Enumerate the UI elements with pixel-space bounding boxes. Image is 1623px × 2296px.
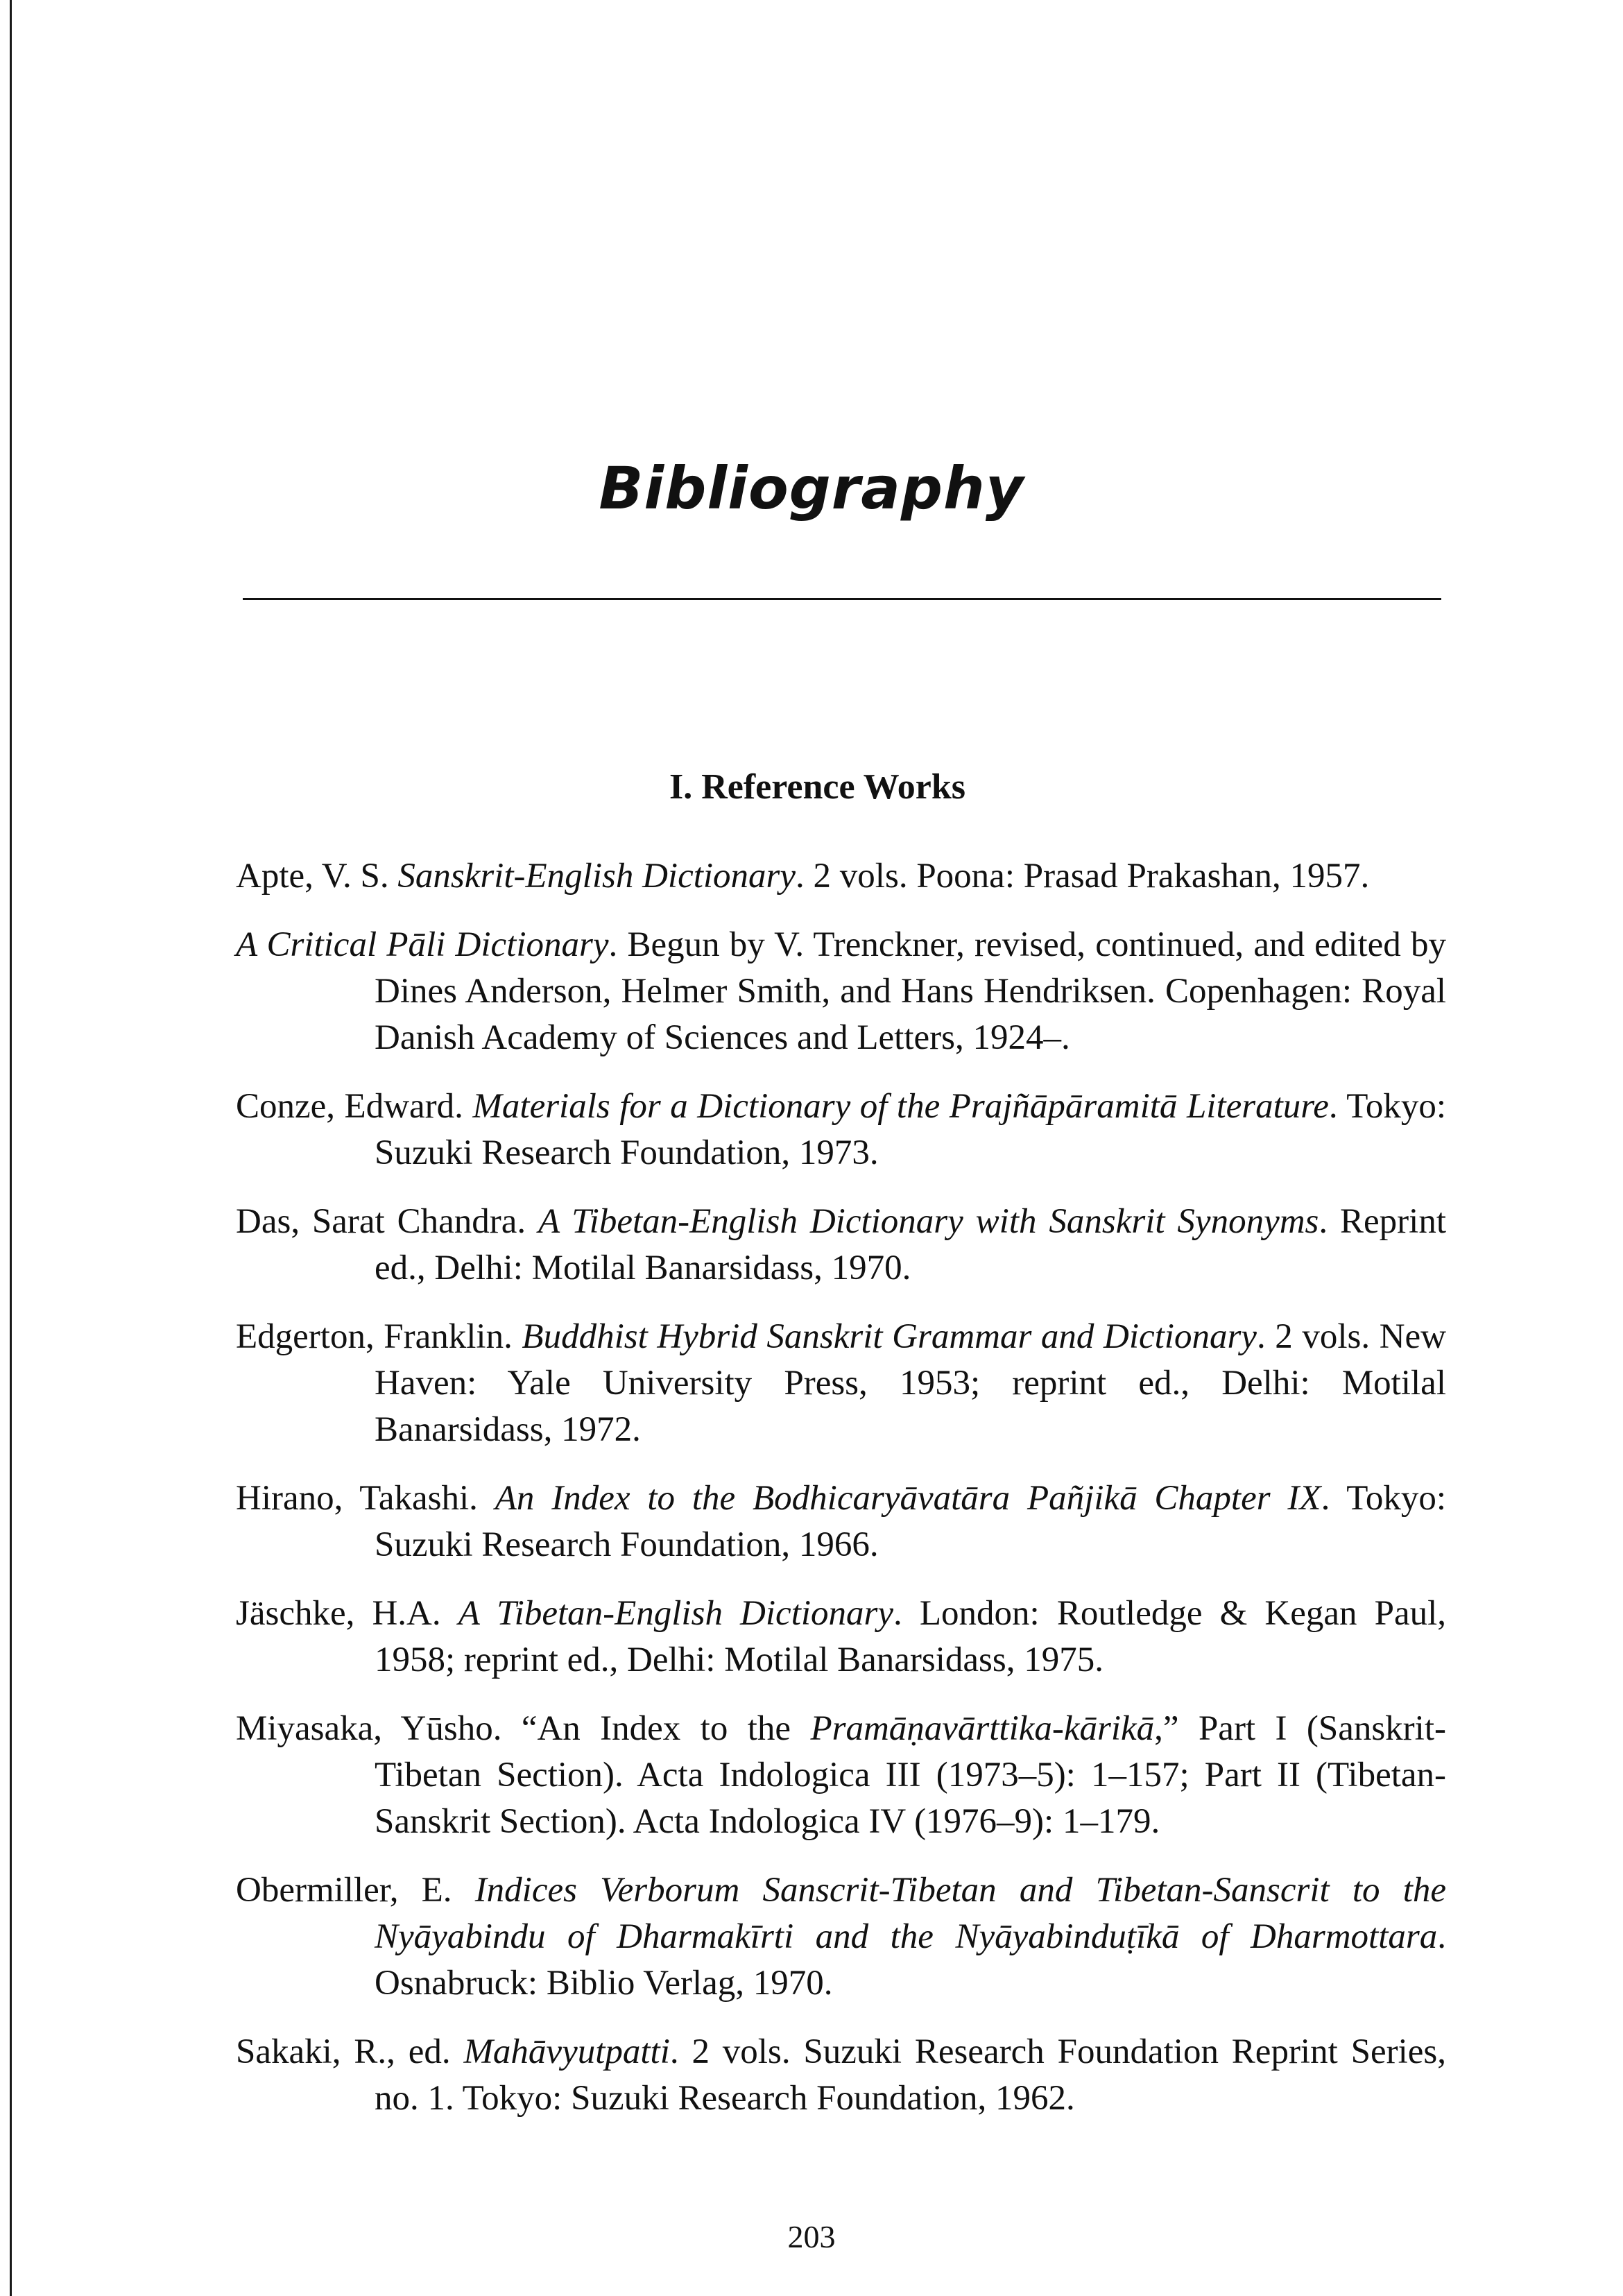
bibliography-entry: [236, 1475, 1446, 1568]
entry-details: . 2 vols. Suzuki Research Foundation Reprint Series, no. 1. Tokyo: Suzuki Research Foundation, 1962.: [375, 2032, 1446, 2118]
entry-details: . Tokyo: Suzuki Research Foundation, 1966.: [375, 1479, 1446, 1564]
entry-author: Jäschke, H.A.: [236, 1594, 458, 1633]
entry-author: Edgerton, Franklin.: [236, 1317, 522, 1356]
entry-title: Sanskrit-English Dictionary: [397, 857, 796, 896]
bibliography-entry: [236, 1314, 1446, 1453]
scan-binding-edge: [10, 0, 12, 2296]
entry-author: Miyasaka, Yūsho. “An Index to the: [236, 1709, 811, 1748]
bibliography-entry: [236, 1706, 1446, 1845]
bibliography-entry: [236, 1199, 1446, 1292]
entry-details: ,” Part I (Sanskrit-Tibetan Section). Acta Indologica III (1973–5): 1–157; Part II (Tibetan-Sanskrit Section). Acta Indologica IV (1976–9): 1–179.: [375, 1709, 1446, 1841]
bibliography-entry: [236, 1591, 1446, 1684]
bibliography-entry: [236, 922, 1446, 1061]
entry-title: Buddhist Hybrid Sanskrit Grammar and Dictionary: [522, 1317, 1257, 1356]
bibliography-entry: [236, 1083, 1446, 1176]
entry-title: An Index to the Bodhicaryāvatāra Pañjikā Chapter IX: [495, 1479, 1321, 1518]
page-number: 203: [787, 2219, 836, 2254]
entry-title: Mahāvyutpatti: [463, 2032, 670, 2071]
page-title: Bibliography: [599, 454, 1024, 522]
entry-author: Das, Sarat Chandra.: [236, 1202, 538, 1241]
bibliography-entry: [236, 1867, 1446, 2007]
entry-details: . 2 vols. Poona: Prasad Prakashan, 1957.: [796, 857, 1370, 896]
entry-details: . Osnabruck: Biblio Verlag, 1970.: [375, 1917, 1446, 2003]
entry-title: A Tibetan-English Dictionary: [458, 1594, 894, 1633]
entry-details: . Reprint ed., Delhi: Motilal Banarsidass, 1970.: [375, 1202, 1446, 1287]
entry-title: A Critical Pāli Dictionary: [236, 925, 609, 964]
entry-title: Indices Verborum Sanscrit-Tibetan and Tibetan-Sanscrit to the Nyāyabindu of Dharmakīrti and the Nyāyabinduṭīkā of Dharmottara: [375, 1871, 1446, 1956]
entry-title: Materials for a Dictionary of the Prajñāpāramitā Literature: [472, 1087, 1329, 1126]
entry-author: Conze, Edward.: [236, 1087, 473, 1126]
entry-author: Obermiller, E.: [236, 1871, 475, 1910]
entry-details: . Tokyo: Suzuki Research Foundation, 1973.: [375, 1087, 1447, 1172]
bibliography-entry: [236, 2029, 1446, 2122]
entry-author: Apte, V. S.: [236, 857, 398, 896]
entry-author: Hirano, Takashi.: [236, 1479, 495, 1518]
title-rule: [243, 598, 1441, 600]
entry-title: A Tibetan-English Dictionary with Sanskrit Synonyms: [538, 1202, 1319, 1241]
section-heading: I. Reference Works: [669, 767, 965, 807]
entry-details: . London: Routledge & Kegan Paul, 1958; reprint ed., Delhi: Motilal Banarsidass, 1975.: [375, 1594, 1446, 1679]
entry-title: Pramāṇavārttika-kārikā: [810, 1709, 1155, 1748]
entry-details: . Begun by V. Trenckner, revised, continued, and edited by Dines Anderson, Helmer Smith, and Hans Hendriksen. Copenhagen: Royal Danish Academy of Sciences and Letters, 1924–.: [375, 925, 1446, 1057]
entry-details: . 2 vols. New Haven: Yale University Press, 1953; reprint ed., Delhi: Motilal Banarsidass, 1972.: [375, 1317, 1446, 1449]
bibliography-list: [236, 853, 1446, 2144]
entry-author: Sakaki, R., ed.: [236, 2032, 464, 2071]
bibliography-entry: [236, 853, 1446, 900]
